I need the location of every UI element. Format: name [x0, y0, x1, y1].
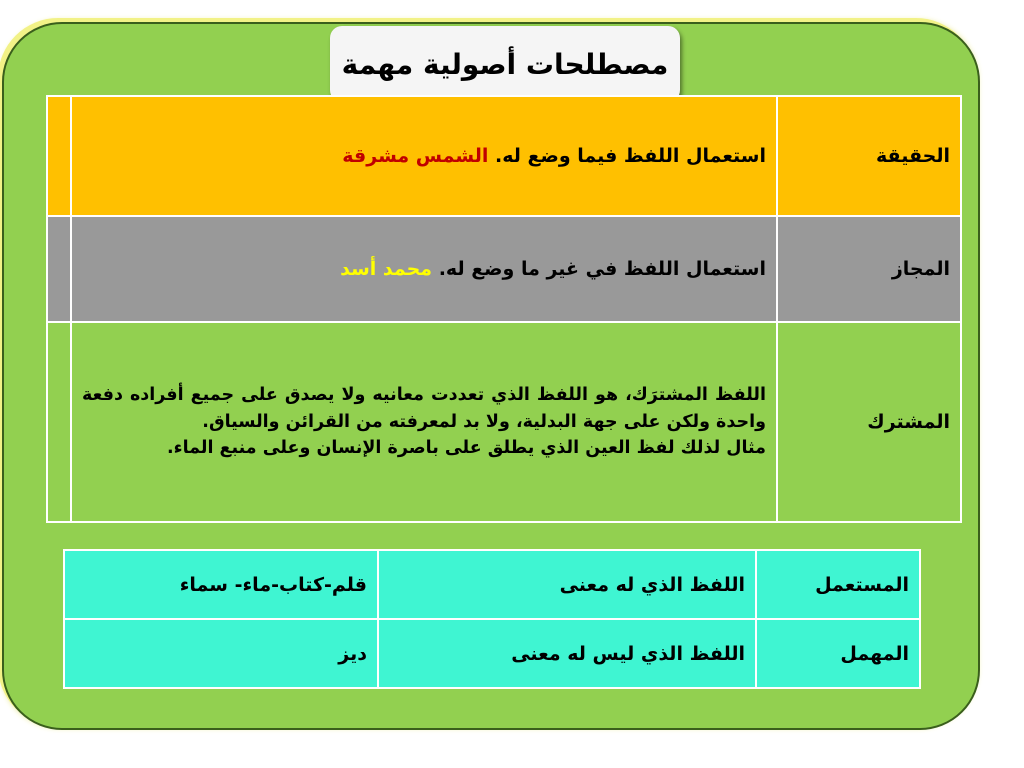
- table-row: [64, 550, 920, 619]
- definition-cell: اللفظ الذي له معنى: [378, 550, 756, 619]
- definition-cell: اللفظ الذي ليس له معنى: [378, 619, 756, 688]
- edge-cell: [47, 96, 71, 216]
- definition-cell: [71, 322, 777, 522]
- examples-cell: قلم-كتاب-ماء- سماء: [64, 550, 378, 619]
- page-title: مصطلحات أصولية مهمة: [341, 47, 669, 81]
- example-text: محمد أسد: [340, 258, 433, 280]
- term-cell: المجاز: [777, 216, 961, 322]
- table-row: [64, 619, 920, 688]
- word-types-table: [63, 549, 921, 689]
- term-cell: المهمل: [756, 619, 920, 688]
- example-text: الشمس مشرقة: [342, 145, 489, 167]
- example-paragraph: مثال لذلك لفظ العين الذي يطلق على باصرة الإنسان وعلى منبع الماء.: [166, 438, 766, 459]
- table-row: [47, 322, 961, 522]
- definition-paragraph: اللفظ المشترَك، هو اللفظ الذي تعددت معانيه ولا يصدق على جميع أفراده دفعة واحدة ولكن على جهة البدلية، ولا بد لمعرفته من القرائن والسياق.: [82, 385, 766, 432]
- title-box: [330, 26, 680, 102]
- terms-table: [46, 95, 962, 523]
- edge-cell: [47, 216, 71, 322]
- definition-text: استعمال اللفظ في غير ما وضع له.: [438, 258, 766, 280]
- term-cell: المستعمل: [756, 550, 920, 619]
- definition-cell: [71, 216, 777, 322]
- examples-cell: ديز: [64, 619, 378, 688]
- table-row: [47, 216, 961, 322]
- term-cell: المشترك: [777, 322, 961, 522]
- term-cell: الحقيقة: [777, 96, 961, 216]
- edge-cell: [47, 322, 71, 522]
- definition-text: استعمال اللفظ فيما وضع له.: [494, 145, 766, 167]
- definition-cell: [71, 96, 777, 216]
- table-row: [47, 96, 961, 216]
